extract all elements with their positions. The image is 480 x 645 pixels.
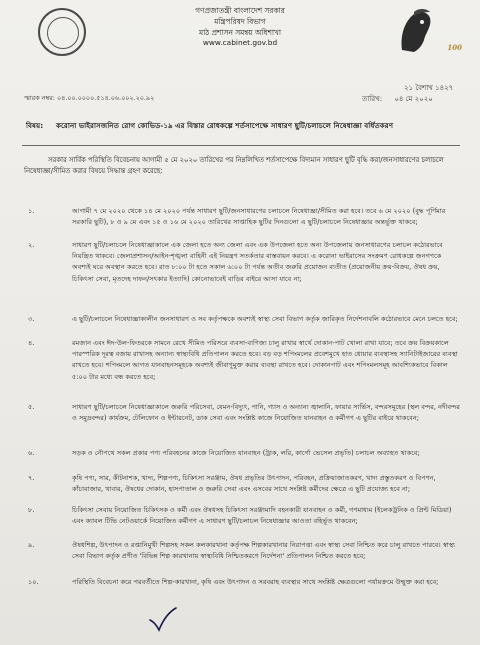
subject-label: বিষয়: — [26, 121, 44, 130]
letterhead — [150, 6, 330, 49]
list-item-text: এ ছুটি/চলাচলে নিষেধাজ্ঞাকালীন জনসাধারণ ও সব কর্তৃপক্ষকে অবশ্যই স্বাস্থ্য সেবা বিভাগ কর্তৃক জারিকৃত নির্দেশনাবলি কঠোরভাবে মেনে চলতে হবে; — [72, 315, 458, 323]
list-item-text: কৃষি পণ্য, সার, কীটনাশক, খাদ্য, শিল্পপণ্য, চিকিৎসা সরঞ্জাম, ঔষধ প্রভৃতির উৎপাদন, পরিবহন, প্রক্রিয়াজাতকরণ, খাদ্য প্রস্তুতকরণ ও বিপণন, কাঁচাবাজার, খাবার, ঔষধের দোকান, হাসপাতাল ও জরুরি সেবা এবং এসবের সাথে সংশ্লিষ্ট কর্মীদের ক্ষেত্রে এ ছুটি প্রযোজ্য হবে না; — [72, 474, 436, 494]
list-item-number: ৮. — [28, 506, 35, 514]
subject-divider — [22, 145, 460, 146]
list-item-text: সড়ক ও নৌপথে সকল প্রকার পণ্য পরিবহনের কাজে নিয়োজিত যানবাহন (ট্রাক, লরি, কার্গো ভেসেল প্রভৃতি) চলাচল অব্যাহত থাকবে; — [72, 449, 420, 457]
seal-inner-ring — [47, 17, 79, 49]
list-item-text: রমজান এবং ঈদ-উল-ফিতরকে সামনে রেখে সীমিত পরিসরে ব্যবসা-বাণিজ্য চালু রাখার স্বার্থে দোকান-পাট খোলা রাখা যাবে; তবে ক্রয় বিক্রয়কালে পারস্পরিক দূরত্ব বজায় রাখাসহ অন্যান্য স্বাস্থ্যবিধি প্রতিপালন করতে হবে। বড় বড় শপিংমলের প্রবেশমুখে হাত ধোয়ার ব্যবস্থাসহ স্যানিটাইজারের ব্যবস্থা রাখতে হবে। শপিংমলে আগত যানবাহনসমূহকে অবশ্যই জীবাণুমুক্ত করার ব্যবস্থা রাখতে হবে। দোকানপাট এবং শপিংমলসমূহ আবশ্যিকভাবে বিকাল ৫:০০ টার মধ্যে বন্ধ করতে হবে; — [72, 339, 458, 381]
logo-number: 100 — [447, 43, 462, 52]
list-item-number: ৬. — [28, 449, 35, 457]
list-item-number: ৩. — [28, 315, 35, 323]
letterhead-branch: মাঠ প্রশাসন সমন্বয় অধিশাখা — [198, 27, 281, 37]
memo-number: স্মারক নম্বর: ০৪.০০.০০০০.৫১৪.০৬.০০২.২০.৯২ — [24, 94, 155, 102]
list-item-number: ৫. — [28, 403, 35, 411]
letterhead-website: www.cabinet.gov.bd — [202, 38, 278, 48]
government-seal-icon — [38, 8, 86, 56]
list-item-number: ১০. — [28, 578, 39, 586]
date-row — [362, 93, 433, 105]
letterhead-government: গণপ্রজাতন্ত্রী বাংলাদেশ সরকার — [195, 6, 285, 15]
subject-text: করোনা ভাইরাসজনিত রোগ কোভিড-১৯ এর বিস্তার রোধকল্পে শর্তসাপেক্ষে সাধারণ ছুটি/চলাচলে নিষেধাজ্ঞা বর্ধিতকরণ — [56, 121, 394, 130]
letterhead-division: মন্ত্রিপরিষদ বিভাগ — [214, 16, 266, 26]
list-item-text: ঔষধশিল্প, উৎপাদন ও রপ্তানিমুখী শিল্পসহ সকল কলকারখানা কর্তৃপক্ষ শিল্পকারখানার নিরাপত্তা এবং স্বাস্থ্য সেবা নিশ্চিত করে চালু রাখতে পারবে। স্বাস্থ্য সেবা বিভাগ কর্তৃক প্রণীত 'বিভিন্ন শিল্প কারখানায় স্বাস্থ্যবিধি নিশ্চিতকরণে নির্দেশনা' প্রতিপালন নিশ্চিত করতে হবে; — [72, 541, 456, 561]
list-item-text: সাধারণ ছুটি/চলাচলে নিষেধাজ্ঞাকালে এক জেলা হতে অন্য জেলা এবং এক উপজেলা হতে অন্য উপজেলায় জনসাধারণের চলাচল কঠোরভাবে নিয়ন্ত্রিত থাকবে। জেলাপ্রশাসন/আইন-শৃঙ্খলা বাহিনী এই নিয়ন্ত্রণ সতর্কতার বাস্তবায়ন করবে। এ করোনা ভাইরাসের সংক্রমণ রোধকল্পে জনগণকে অবশ্যই ঘরে অবস্থান করতে হবে। রাত ৮:০০ টা হতে সকাল ৬:০০ টা পর্যন্ত অতীব জরুরি প্রয়োজন ব্যতীত (প্রয়োজনীয় ক্রয়-বিক্রয়, ঔষধ ক্রয়, চিকিৎসা সেবা, মৃতদেহ দাফন/সৎকার ইত্যাদি) কোনোভাবেই বাড়ির বাইরে আসা যাবে না; — [72, 241, 443, 283]
list-item-text: আগামী ৭ মে ২০২০ থেকে ১৪ মে ২০২০ পর্যন্ত সাধারণ ছুটি/জনসাধারণের চলাচলে নিষেধাজ্ঞা/সীমিত করা হবে। তবে ৬ মে ২০২০ (বুদ্ধ পূর্ণিমার সরকারি ছুটি), ৮ ও ৯ মে এবং ১৫ ও ১৬ মে ২০২০ তারিখের সাপ্তাহিক ছুটির দিনগুলো এ ছুটি/চলাচলে নিষেধাজ্ঞার অন্তর্ভুক্ত থাকবে; — [72, 207, 446, 227]
list-item-number: ১. — [28, 207, 35, 215]
list-item-number: ৪. — [28, 339, 35, 347]
list-item-text: চিকিৎসা সেবায় নিয়োজিত চিকিৎসক ও কর্মী এবং ঔষধসহ চিকিৎসা সরঞ্জামাদি বহনকারী যানবাহন ও কর্মী, গণমাধ্যম (ইলেকট্রনিক ও প্রিন্ট মিডিয়া) এবং ক্যাবল টিভি নেটওয়ার্কে নিয়োজিত কর্মীগণ এ সাধারণ ছুটি/চলাচল নিষেধাজ্ঞার আওতা বহির্ভূত থাকবেন; — [72, 506, 452, 526]
date-label: তারিখ: — [362, 95, 383, 103]
list-item-text: সাধারণ ছুটি/চলাচলে নিষেধাজ্ঞাকালে জরুরি পরিসেবা, যেমন-বিদ্যুৎ, পানি, গ্যাস ও অন্যান্য জ্বালানি, ফায়ার সার্ভিস, বন্দরসমূহের (স্থল বন্দর, নদীবন্দর ও সমুদ্রবন্দর) কার্যক্রম, টেলিফোন ও ইন্টারনেট, ডাক সেবা এবং সংশ্লিষ্ট কাজে নিয়োজিত যানবাহন ও কর্মীগণ এ ছুটির বাইরে থাকবেন; — [72, 403, 460, 423]
list-item-number: ৯. — [28, 541, 35, 549]
intro-paragraph: সরকার সার্বিক পরিস্থিতি বিবেচনায় আগামী ৫ মে ২০২০ তারিখের পর নিম্নলিখিত শর্তসাপেক্ষে বিদ্যমান সাধারণ ছুটি বৃদ্ধি করা/জনসাধারণের চলাচলে নিষেধাজ্ঞা/সীমিত করার বিষয়ে সিদ্ধান্ত গ্রহণ করেছে: — [24, 156, 444, 176]
mujib-100-logo-icon — [380, 6, 464, 54]
handwritten-check-mark-icon — [148, 606, 178, 632]
date-bangla: ২১ বৈশাখ ১৪২৭ — [404, 84, 454, 92]
list-item-number: ২. — [28, 241, 35, 249]
list-item-text: পরিস্থিতি বিবেচনা করে পরবর্তীতে শিল্প-কারখানা, কৃষি এবং উৎপাদন ও সরবরাহ ব্যবস্থার সাথে সংশ্লিষ্ট ক্ষেত্রগুলো পর্যায়ক্রমে উন্মুক্ত করা হবে; — [72, 578, 439, 586]
list-item-number: ৭. — [28, 474, 35, 482]
date-english: ০৪ মে ২০২০ — [394, 95, 433, 103]
